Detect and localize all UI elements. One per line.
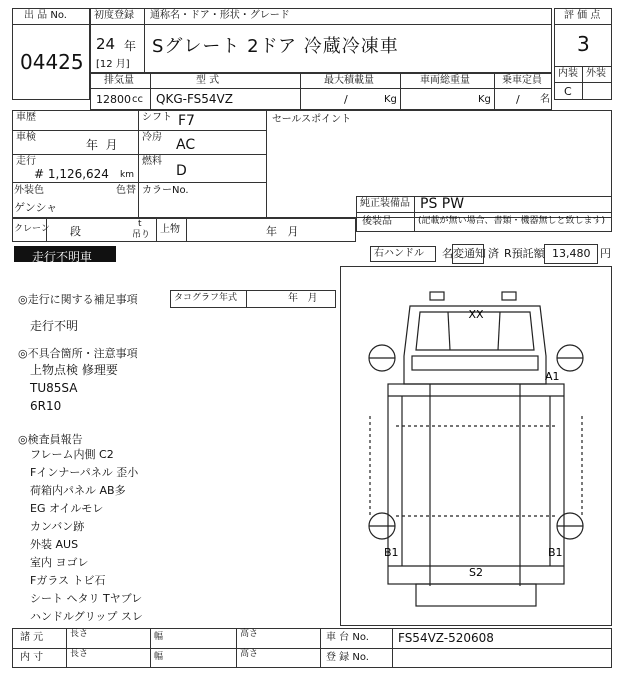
capacity-unit: 名 bbox=[540, 94, 550, 105]
score-label: 評 価 点 bbox=[564, 10, 601, 21]
defect-item: TU85SA bbox=[30, 381, 78, 395]
equipment-value: PS PW bbox=[420, 196, 465, 212]
inspector-item: EG オイルモレ bbox=[30, 502, 104, 515]
model-label: 型 式 bbox=[196, 75, 220, 86]
body-date: 年 月 bbox=[266, 225, 299, 238]
chassis-number: FS54VZ-520608 bbox=[398, 631, 494, 645]
fuel-value: D bbox=[176, 163, 187, 179]
yen-unit: 円 bbox=[600, 247, 611, 260]
lot-label: 出 品 No. bbox=[24, 10, 67, 21]
right-front-damage-code: A1 bbox=[545, 370, 560, 383]
ext-color-value: ゲンシャ bbox=[14, 201, 58, 214]
name-change-label: 名変通知 bbox=[442, 247, 486, 260]
mileage-unknown-badge: 走行不明車 bbox=[14, 246, 116, 262]
model-value: QKG-FS54VZ bbox=[156, 92, 233, 106]
crane-row bbox=[12, 218, 356, 242]
inspector-item: 外装 AUS bbox=[30, 538, 79, 551]
mileage-value: # 1,126,624 bbox=[34, 167, 109, 181]
inspection-label: 車検 bbox=[16, 132, 36, 143]
shift-label: シフト bbox=[142, 112, 172, 123]
crane-label: クレーン bbox=[14, 224, 50, 234]
displacement-unit: cc bbox=[132, 94, 143, 105]
inspector-item: 荷箱内パネル AB多 bbox=[30, 484, 126, 497]
ac-value: AC bbox=[176, 137, 196, 153]
left-rear-damage-code: B1 bbox=[384, 546, 399, 559]
capacity-slash: / bbox=[516, 93, 520, 106]
mileage-label: 走行 bbox=[16, 156, 36, 167]
score-value: 3 bbox=[577, 32, 590, 56]
mileage-unit: km bbox=[120, 170, 134, 180]
defect-item: 6R10 bbox=[30, 399, 62, 413]
rear-damage-code: S2 bbox=[469, 566, 483, 579]
aftermarket-note: (記載が無い場合、書類・機器無しと致します) bbox=[418, 216, 606, 226]
gross-weight-label: 車両総重量 bbox=[420, 75, 470, 86]
rear-bumper bbox=[416, 584, 536, 606]
name-change-box bbox=[452, 244, 484, 264]
max-load-unit: Kg bbox=[384, 94, 397, 105]
displacement-value: 12800 bbox=[96, 93, 131, 106]
registration-label: 登 録 No. bbox=[326, 652, 369, 663]
length-label: 長さ bbox=[70, 649, 89, 659]
inspector-item: Fガラス トビ石 bbox=[30, 574, 106, 587]
ac-label: 冷房 bbox=[142, 132, 162, 143]
crane-ton: t bbox=[138, 219, 142, 229]
fuel-label: 燃料 bbox=[142, 156, 162, 167]
vehicle-name: Sグレート 2ドア 冷蔵冷凍車 bbox=[152, 36, 399, 57]
capacity-label: 乗車定員 bbox=[502, 75, 542, 86]
inspector-heading: ◎検査員報告 bbox=[18, 433, 83, 446]
shift-value: F7 bbox=[178, 113, 195, 129]
gross-weight-unit: Kg bbox=[478, 94, 491, 105]
width-label: 幅 bbox=[154, 652, 164, 662]
interior-label: 内装 bbox=[558, 68, 578, 79]
specs-label: 諸 元 bbox=[20, 632, 44, 643]
defect-item: 上物点検 修理要 bbox=[30, 363, 118, 377]
inspector-item: Fインナーパネル 歪小 bbox=[30, 466, 139, 479]
ext-color-label: 外装色 bbox=[14, 185, 44, 196]
crane-stage: 段 bbox=[70, 225, 81, 238]
width-label: 幅 bbox=[154, 632, 164, 642]
inspector-item: ハンドルグリップ スレ bbox=[30, 610, 143, 623]
tachograph-date: 年 月 bbox=[288, 293, 318, 304]
mileage-notes-heading: ◎走行に関する補足事項 bbox=[18, 293, 138, 306]
exterior-label: 外装 bbox=[586, 68, 606, 79]
year-unit: 年 bbox=[124, 39, 137, 53]
inspection-value: 年 月 bbox=[86, 138, 118, 152]
interior-grade: C bbox=[564, 85, 572, 98]
steering-label: 右ハンドル bbox=[374, 248, 424, 259]
chassis-label: 車 台 No. bbox=[326, 632, 369, 643]
inspector-item: シート ヘタリ Tヤブレ bbox=[30, 592, 143, 605]
right-rear-damage-code: B1 bbox=[548, 546, 563, 559]
history-label: 車歴 bbox=[16, 112, 36, 123]
inspector-item: 室内 ヨゴレ bbox=[30, 556, 89, 569]
registration-month: [12 月] bbox=[96, 59, 130, 70]
recycle-label: R預託額 bbox=[504, 247, 545, 260]
inspector-item: フレーム内側 C2 bbox=[30, 448, 114, 461]
defects-heading: ◎不具合箇所・注意事項 bbox=[18, 347, 138, 360]
crane-lift: 吊り bbox=[132, 230, 151, 240]
inspector-item: カンバン跡 bbox=[30, 520, 85, 533]
tachograph-label: タコグラフ年式 bbox=[174, 293, 238, 303]
max-load-label: 最大積載量 bbox=[324, 75, 374, 86]
length-label: 長さ bbox=[70, 629, 89, 639]
height-label: 高さ bbox=[240, 649, 259, 659]
body-label: 上物 bbox=[160, 224, 180, 235]
displacement-label: 排気量 bbox=[104, 75, 134, 86]
cargo-box bbox=[388, 384, 564, 584]
cab-damage-code: XX bbox=[468, 308, 484, 321]
color-change-label: 色替 bbox=[116, 185, 136, 196]
vehicle-name-label: 通称名・ドア・形状・グレード bbox=[150, 10, 290, 21]
aftermarket-label: 後装品 bbox=[362, 216, 392, 227]
height-label: 高さ bbox=[240, 629, 259, 639]
right-mirror bbox=[502, 292, 516, 300]
equipment-label: 純正装備品 bbox=[360, 198, 410, 209]
lot-number: 04425 bbox=[20, 50, 84, 74]
truck-damage-diagram bbox=[340, 266, 612, 626]
recycle-amount: 13,480 bbox=[552, 247, 591, 260]
color-number-label: カラーNo. bbox=[142, 185, 189, 196]
mileage-note: 走行不明 bbox=[30, 319, 79, 333]
recycle-status: 済 bbox=[488, 247, 499, 260]
first-registration-label: 初度登録 bbox=[94, 10, 134, 21]
interior-dim-label: 内 寸 bbox=[20, 652, 44, 663]
registration-year: 24 bbox=[96, 35, 116, 53]
sales-point-label: セールスポイント bbox=[272, 114, 352, 125]
left-mirror bbox=[430, 292, 444, 300]
max-load-slash: / bbox=[344, 93, 348, 106]
